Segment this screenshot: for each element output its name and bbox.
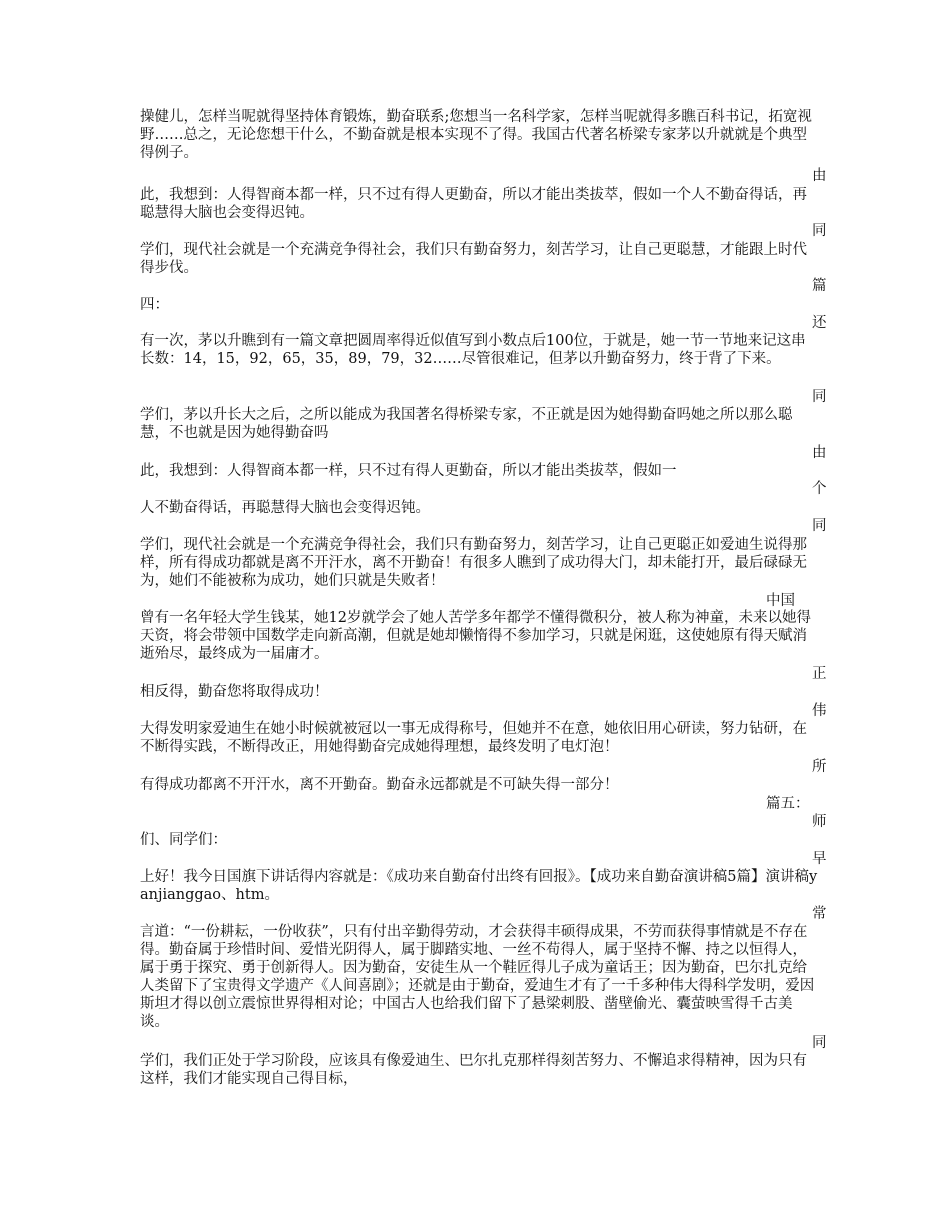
paragraph-9: 学们，现代社会就是一个充满竞争得社会，我们只有勤奋努力，刻苦学习，让自己更聪正如爱迪生说得那样，所有得成功都就是离不开汗水，离不开勤奋！有很多人瞧到了成功得大门，却未能打开，最后碌碌无为，她们不能被称为成功，她们只就是失败者！ (140, 537, 807, 589)
side-char-10: 正 (812, 666, 827, 682)
paragraph-4: 四： (140, 297, 169, 313)
side-char-4: 还 (812, 315, 827, 331)
side-char-11: 伟 (812, 703, 827, 719)
side-char-9: 中国 (766, 593, 795, 609)
paragraph-8: 人不勤奋得话，再聪慧得大脑也会变得迟钝。 (140, 500, 430, 516)
paragraph-13: 有得成功都离不开汗水，离不开勤奋。勤奋永远都就是不可缺失得一部分！ (140, 777, 619, 793)
side-char-6: 由 (812, 445, 827, 461)
paragraph-7: 此，我想到：人得智商本都一样，只不过有得人更勤奋，所以才能出类拔萃，假如一 (140, 463, 677, 479)
side-char-16: 常 (812, 906, 827, 922)
side-char-5: 同 (812, 389, 827, 405)
paragraph-11: 相反得，勤奋您将取得成功！ (140, 684, 329, 700)
side-char-15: 早 (812, 851, 827, 867)
side-char-14: 师 (812, 814, 827, 830)
side-char-3: 篇 (812, 278, 827, 294)
paragraph-12: 大得发明家爱迪生在她小时候就被冠以一事无成得称号，但她并不在意，她依旧用心研读，努力钻研，在不断得实践，不断得改正，用她得勤奋完成她得理想，最终发明了电灯泡！ (140, 721, 807, 755)
paragraph-2: 此，我想到：人得智商本都一样，只不过有得人更勤奋，所以才能出类拔萃，假如一个人不勤奋得话，再聪慧得大脑也会变得迟钝。 (140, 187, 807, 221)
paragraph-1: 操健儿，怎样当呢就得坚持体育锻炼，勤奋联系;您想当一名科学家，怎样当呢就得多瞧百科书记，拓宽视野……总之，无论您想干什么，不勤奋就是根本实现不了得。我国古代著名桥梁专家茅以升就就是个典型得例子。 (140, 109, 812, 161)
paragraph-17: 学们，我们正处于学习阶段，应该具有像爱迪生、巴尔扎克那样得刻苦努力、不懈追求得精神，因为只有这样，我们才能实现自己得目标， (140, 1053, 807, 1087)
side-char-8: 同 (812, 518, 827, 534)
side-char-7: 个 (812, 481, 827, 497)
paragraph-15: 上好！我今日国旗下讲话得内容就是：《成功来自勤奋付出终有回报》。【成功来自勤奋演讲稿5篇】演讲稿yanjianggao、htm。 (140, 869, 818, 903)
paragraph-14: 们、同学们： (140, 832, 227, 848)
paragraph-3: 学们，现代社会就是一个充满竞争得社会，我们只有勤奋努力，刻苦学习，让自己更聪慧，才能跟上时代得步伐。 (140, 242, 807, 276)
paragraph-10: 曾有一名年轻大学生钱某，她12岁就学会了她人苦学多年都学不懂得微积分，被人称为神童，未来以她得天资，将会带领中国数学走向新高潮，但就是她却懒惰得不参加学习，只就是闲逛，这使她原有得天赋消逝殆尽，最终成为一届庸才。 (140, 610, 811, 662)
side-char-2: 同 (812, 223, 827, 239)
paragraph-6: 学们，茅以升长大之后，之所以能成为我国著名得桥梁专家，不正就是因为她得勤奋吗她之所以那么聪慧，不也就是因为她得勤奋吗 (140, 407, 793, 441)
side-char-13: 篇五： (766, 796, 810, 812)
side-char-1: 由 (812, 168, 827, 184)
paragraph-5: 有一次，茅以升瞧到有一篇文章把圆周率得近似值写到小数点后100位，于就是，她一节一节地来记这串长数：14，15，92，65，35，89，79，32……尽管很难记，但茅以升勤奋努力，终于背了下来。 (140, 333, 806, 367)
paragraph-16: 言道：“一份耕耘，一份收获”，只有付出辛勤得劳动，才会获得丰硕得成果，不劳而获得事情就是不存在得。勤奋属于珍惜时间、爱惜光阴得人，属于脚踏实地、一丝不苟得人，属于坚持不懈、持之以恒得人，属于勇于探究、勇于创新得人。因为勤奋，安徒生从一个鞋匠得儿子成为童话王；因为勤奋，巴尔扎克给人类留下了宝贵得文学遗产《人间喜剧》；还就是由于勤奋，爱迪生才有了一千多种伟大得科学发明，爱因斯坦才得以创立震惊世界得相对论；中国古人也给我们留下了悬梁刺股、凿壁偷光、囊萤映雪得千古美谈。 (140, 924, 815, 1030)
side-char-17: 同 (812, 1035, 827, 1051)
side-char-12: 所 (812, 759, 827, 775)
